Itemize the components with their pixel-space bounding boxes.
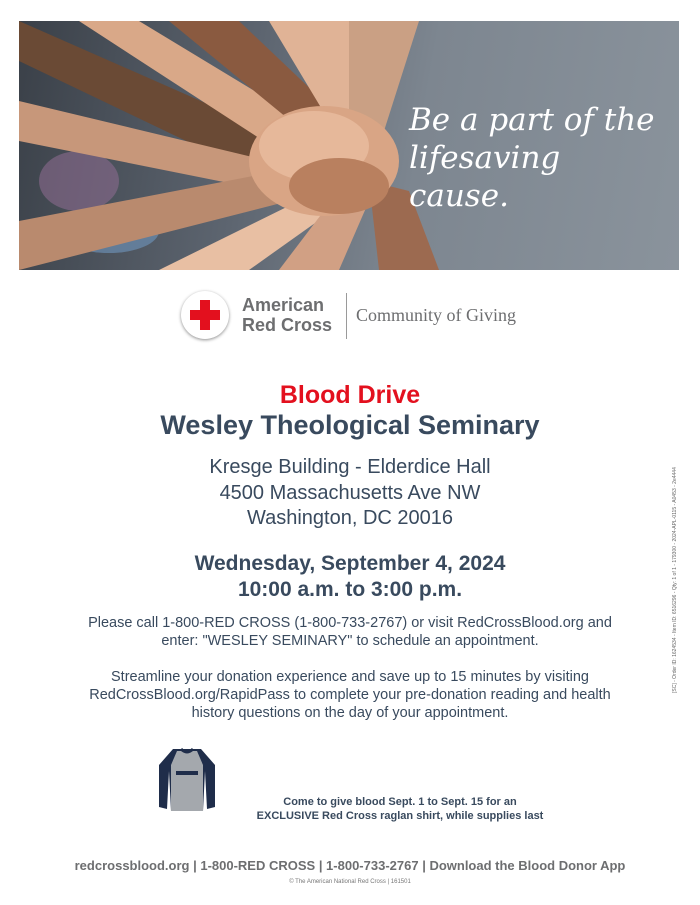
rapidpass-line-2: RedCrossBlood.org/RapidPass to complete your pre-donation reading and health — [89, 687, 611, 703]
hero-tagline — [409, 101, 669, 215]
call-instruction-line-1: Please call 1-800-RED CROSS (1-800-733-2767) or visit RedCrossBlood.org and — [88, 615, 612, 631]
call-instruction-line-2: enter: "WESLEY SEMINARY" to schedule an appointment. — [161, 633, 539, 649]
org-name-line-2: Red Cross — [242, 315, 333, 335]
promo-line-1: Come to give blood Sept. 1 to Sept. 15 for an — [283, 796, 517, 808]
hero-image — [19, 21, 679, 270]
org-name — [242, 295, 332, 335]
raglan-shirt-icon — [157, 745, 217, 815]
event-title: Blood Drive — [279, 381, 421, 409]
rapidpass-line-1: Streamline your donation experience and save up to 15 minutes by visiting — [111, 669, 589, 685]
event-time: 10:00 a.m. to 3:00 p.m. — [237, 578, 463, 601]
tagline-line-1: Be a part of the — [409, 102, 655, 138]
event-date: Wednesday, September 4, 2024 — [194, 552, 506, 575]
promo-line-2: EXCLUSIVE Red Cross raglan shirt, while supplies last — [256, 810, 544, 822]
tagline-line-2: lifesaving cause. — [409, 140, 561, 214]
logo-divider — [346, 293, 347, 339]
copyright: © The American National Red Cross | 161501 — [289, 879, 411, 885]
footer-links: redcrossblood.org | 1-800-RED CROSS | 1-800-733-2767 | Download the Blood Donor App — [74, 858, 626, 873]
event-host: Wesley Theological Seminary — [160, 410, 540, 440]
address-line-3: Washington, DC 20016 — [246, 507, 454, 529]
print-order-info: [SC] - Order ID: 1624534 - Item ID: 6516296 - Qty: 1 of 1 - 179300 - 2024-APL-0115 - A0453 - 2e4444 — [672, 467, 678, 693]
address-line-2: 4500 Massachusetts Ave NW — [219, 482, 481, 504]
shirt-promo — [225, 795, 575, 823]
rapidpass-line-3: history questions on the day of your appointment. — [191, 705, 509, 721]
program-name: Community of Giving — [356, 305, 517, 325]
org-name-line-1: American — [242, 295, 325, 315]
red-cross-icon — [181, 291, 229, 339]
red-cross-logo — [181, 291, 541, 341]
address-line-1: Kresge Building - Elderdice Hall — [209, 456, 491, 478]
